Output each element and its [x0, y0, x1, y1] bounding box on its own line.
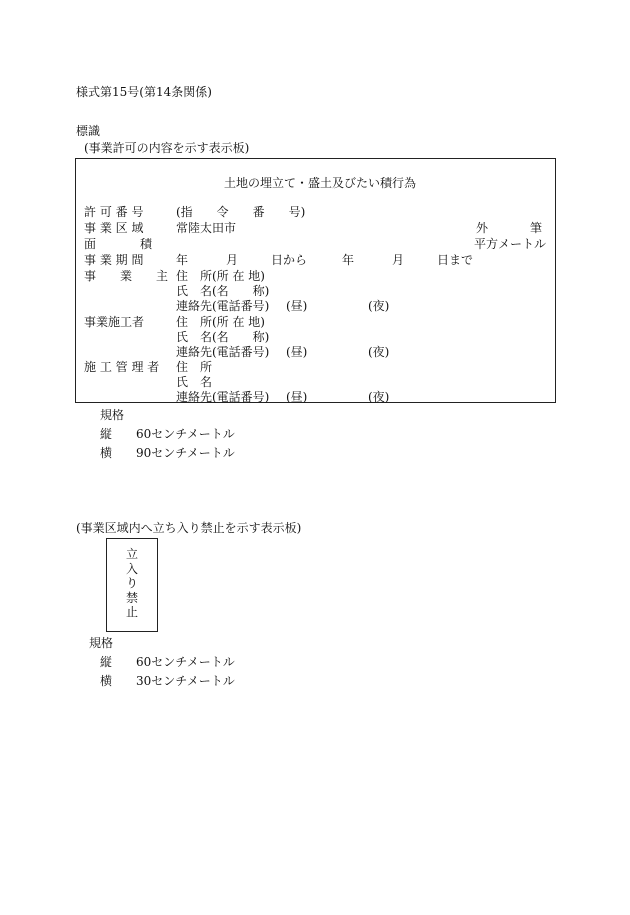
- period-from: 日から: [271, 253, 308, 267]
- period-year-2: 年: [342, 253, 355, 267]
- no-entry-vertical-text: [107, 547, 157, 620]
- vertical-char: 立: [125, 547, 138, 561]
- sign1-title: 土地の埋立て・盛土及びたい積行為: [224, 176, 417, 190]
- period-month-1: 月: [226, 253, 239, 267]
- sign2-spec-label: 規格: [89, 636, 114, 650]
- sign2-spec-width-label: 横: [100, 674, 113, 688]
- heading: 標識: [76, 124, 101, 138]
- sign2-spec-height-label: 縦: [100, 655, 113, 669]
- area-outer-label: 外: [476, 221, 489, 235]
- owner-contact: 連絡先(電話番号): [176, 299, 270, 313]
- area-parcel-label: 筆: [530, 221, 543, 235]
- contractor-contact: 連絡先(電話番号): [176, 345, 270, 359]
- vertical-char: 入: [125, 561, 138, 576]
- contractor-address: 住 所(所 在 地): [176, 315, 265, 329]
- sign2-spec-width-value: 30センチメートル: [136, 674, 235, 688]
- project-period-label: 事 業 期 間: [84, 253, 144, 267]
- contractor-day: (昼): [286, 345, 308, 359]
- size-label-left: 面: [84, 237, 97, 251]
- permit-number-label: 許 可 番 号: [84, 205, 144, 219]
- vertical-char: 止: [125, 605, 138, 619]
- sign1-spec-width-label: 横: [100, 446, 113, 460]
- project-area-value: 常陸太田市: [176, 221, 237, 235]
- size-unit: 平方メートル: [474, 237, 547, 251]
- sign1-spec-height-label: 縦: [100, 427, 113, 441]
- permit-number-value: (指 令 番 号): [176, 205, 306, 219]
- owner-label: 事 業 主: [84, 269, 169, 283]
- size-label-right: 積: [140, 237, 153, 251]
- project-area-label: 事 業 区 域: [84, 221, 144, 235]
- owner-address: 住 所(所 在 地): [176, 269, 265, 283]
- manager-address: 住 所: [176, 360, 213, 374]
- owner-night: (夜): [368, 299, 390, 313]
- vertical-char: り: [125, 576, 138, 590]
- owner-name: 氏 名(名 称): [176, 284, 270, 298]
- sign2-subtitle: (事業区域内へ立ち入り禁止を示す表示板): [76, 521, 302, 535]
- contractor-name: 氏 名(名 称): [176, 330, 270, 344]
- sign1-subtitle: (事業許可の内容を示す表示板): [84, 141, 250, 155]
- period-year-1: 年: [176, 253, 189, 267]
- manager-day: (昼): [286, 390, 308, 404]
- no-entry-sign-board: [106, 538, 158, 632]
- sign2-spec-height-value: 60センチメートル: [136, 655, 235, 669]
- manager-contact: 連絡先(電話番号): [176, 390, 270, 404]
- manager-name: 氏 名: [176, 375, 213, 389]
- manager-label: 施 工 管 理 者: [84, 360, 160, 374]
- period-month-2: 月: [392, 253, 405, 267]
- owner-day: (昼): [286, 299, 308, 313]
- manager-night: (夜): [368, 390, 390, 404]
- contractor-label: 事業施工者: [84, 315, 145, 329]
- sign1-spec-width-value: 90センチメートル: [136, 446, 235, 460]
- sign1-spec-height-value: 60センチメートル: [136, 427, 235, 441]
- form-number: 様式第15号(第14条関係): [76, 85, 212, 99]
- period-to: 日まで: [437, 253, 474, 267]
- vertical-char: 禁: [125, 590, 138, 605]
- sign1-spec-label: 規格: [100, 408, 125, 422]
- contractor-night: (夜): [368, 345, 390, 359]
